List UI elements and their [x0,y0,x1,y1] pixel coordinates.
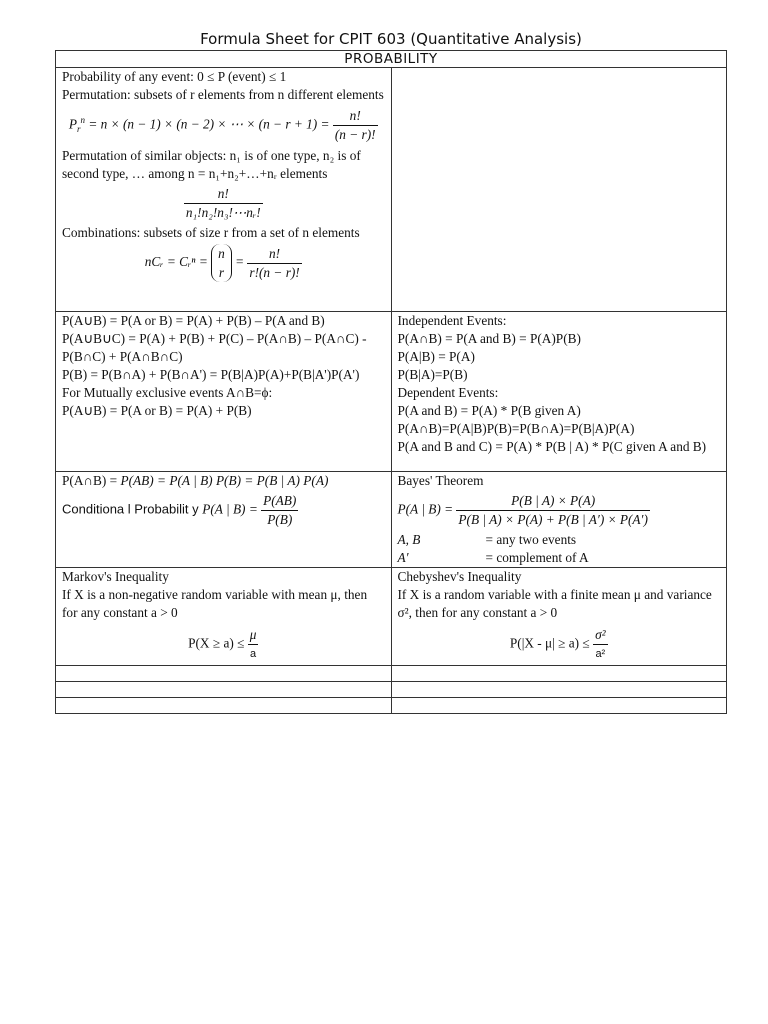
cell-bayes-theorem [391,472,727,568]
table-row [56,698,727,714]
similar-permutation-text: Permutation of similar objects: n₁ is of one type, n₂ is of second type, … among n = n₁+n₂+…+nᵣ elements [62,148,361,181]
section-heading-probability: PROBABILITY [56,51,727,68]
bayes-definition-ab: A, B = any two events [397,532,577,547]
table-row [56,312,727,472]
dependent-formula-1: P(A and B) = P(A) * P(B given A) [397,403,581,418]
empty-cell [56,698,392,714]
dependent-formula-2: P(A∩B)=P(A|B)P(B)=P(B∩A)=P(B|A)P(A) [397,421,635,436]
cell-markov-inequality [56,568,392,666]
mutually-exclusive-formula: P(A∪B) = P(A or B) = P(A) + P(B) [62,403,252,418]
empty-cell [56,666,392,682]
chebyshev-text: If X is a random variable with a finite mean μ and variance σ², then for any constant a > 0 [397,587,712,620]
markov-formula: P(X ≥ a) ≤ $\frac{\mu}{a}$ [62,626,385,663]
independent-formula-1: P(A∩B) = P(A and B) = P(A)P(B) [397,331,581,346]
bayes-heading: Bayes' Theorem [397,473,484,488]
joint-probability-formula: P(A∩B) = P(AB) = P(A | B) P(B) = P(B | A) P(A) [62,473,329,488]
chebyshev-formula: P(|X - μ| ≥ a) ≤ $\frac{\text{σ²}}{\text{a²}}$ [398,626,721,663]
table-row [56,68,727,312]
independent-formula-3: P(B|A)=P(B) [397,367,468,382]
total-probability: P(B) = P(B∩A) + P(B∩A') = P(B|A)P(A)+P(B|A')P(A') [62,367,360,382]
empty-cell [391,666,727,682]
independent-formula-2: P(A|B) = P(A) [397,349,475,364]
bayes-formula: P(A | B) = $\frac{P(B | A) \times P(A)}{P(B | A) \times P(A) + P(B | A') \times P(A')}$ [397,493,648,527]
chebyshev-heading: Chebyshev's Inequality [397,569,522,584]
empty-cell [391,698,727,714]
dependent-heading: Dependent Events: [397,385,499,400]
probability-range-text: Probability of any event: 0 ≤ P (event) ≤ 1 [62,69,287,84]
mutually-exclusive-text: For Mutually exclusive events A∩B=ϕ: [62,385,273,400]
cell-union-rules [56,312,392,472]
markov-heading: Markov's Inequality [62,569,169,584]
dependent-formula-3: P(A and B and C) = P(A) * P(B | A) * P(C given A and B) [397,439,707,454]
empty-cell [391,682,727,698]
table-row [56,568,727,666]
table-row [56,682,727,698]
union-three-events: P(A∪B∪C) = P(A) + P(B) + P(C) – P(A∩B) – P(A∩C) - P(B∩C) + P(A∩B∩C) [62,331,367,364]
table-row [56,666,727,682]
similar-permutation-formula: $\frac{n!}{\text{n₁!n₂!n₃!⋯nᵣ!}}$ [185,186,261,220]
empty-cell [56,682,392,698]
cell-empty-top-right [391,68,727,312]
markov-text: If X is a non-negative random variable with mean μ, then for any constant a > 0 [62,587,368,620]
combination-formula: nCᵣ = Cᵣⁿ = n r = $\frac{n!}{r!(n - r)!}$ [144,245,300,280]
union-two-events: P(A∪B) = P(A or B) = P(A) + P(B) – P(A and B) [62,313,325,328]
cell-chebyshev-inequality [391,568,727,666]
permutation-formula: $P_r^n = n \times (n - 1) \times (n - 2)$ × ⋯ × (n − r + 1) = $\frac{n!}{(n - r)!}$ [68,108,376,142]
bayes-definition-complement: A′ = complement of A [397,550,589,565]
document-title: Formula Sheet for CPIT 603 (Quantitative Analysis) [200,30,582,48]
cell-conditional-probability [56,472,392,568]
formula-table [55,50,727,714]
combination-text: Combinations: subsets of size r from a set of n elements [62,225,360,240]
independent-heading: Independent Events: [397,313,507,328]
table-row [56,472,727,568]
cell-basic-probability [56,68,392,312]
conditional-probability-formula: Conditiona l Probabilit y P(A | B) = $\frac{P(AB)}{P(B)}$ [62,493,297,527]
cell-independent-events [391,312,727,472]
permutation-text: Permutation: subsets of r elements from n different elements [62,87,384,102]
